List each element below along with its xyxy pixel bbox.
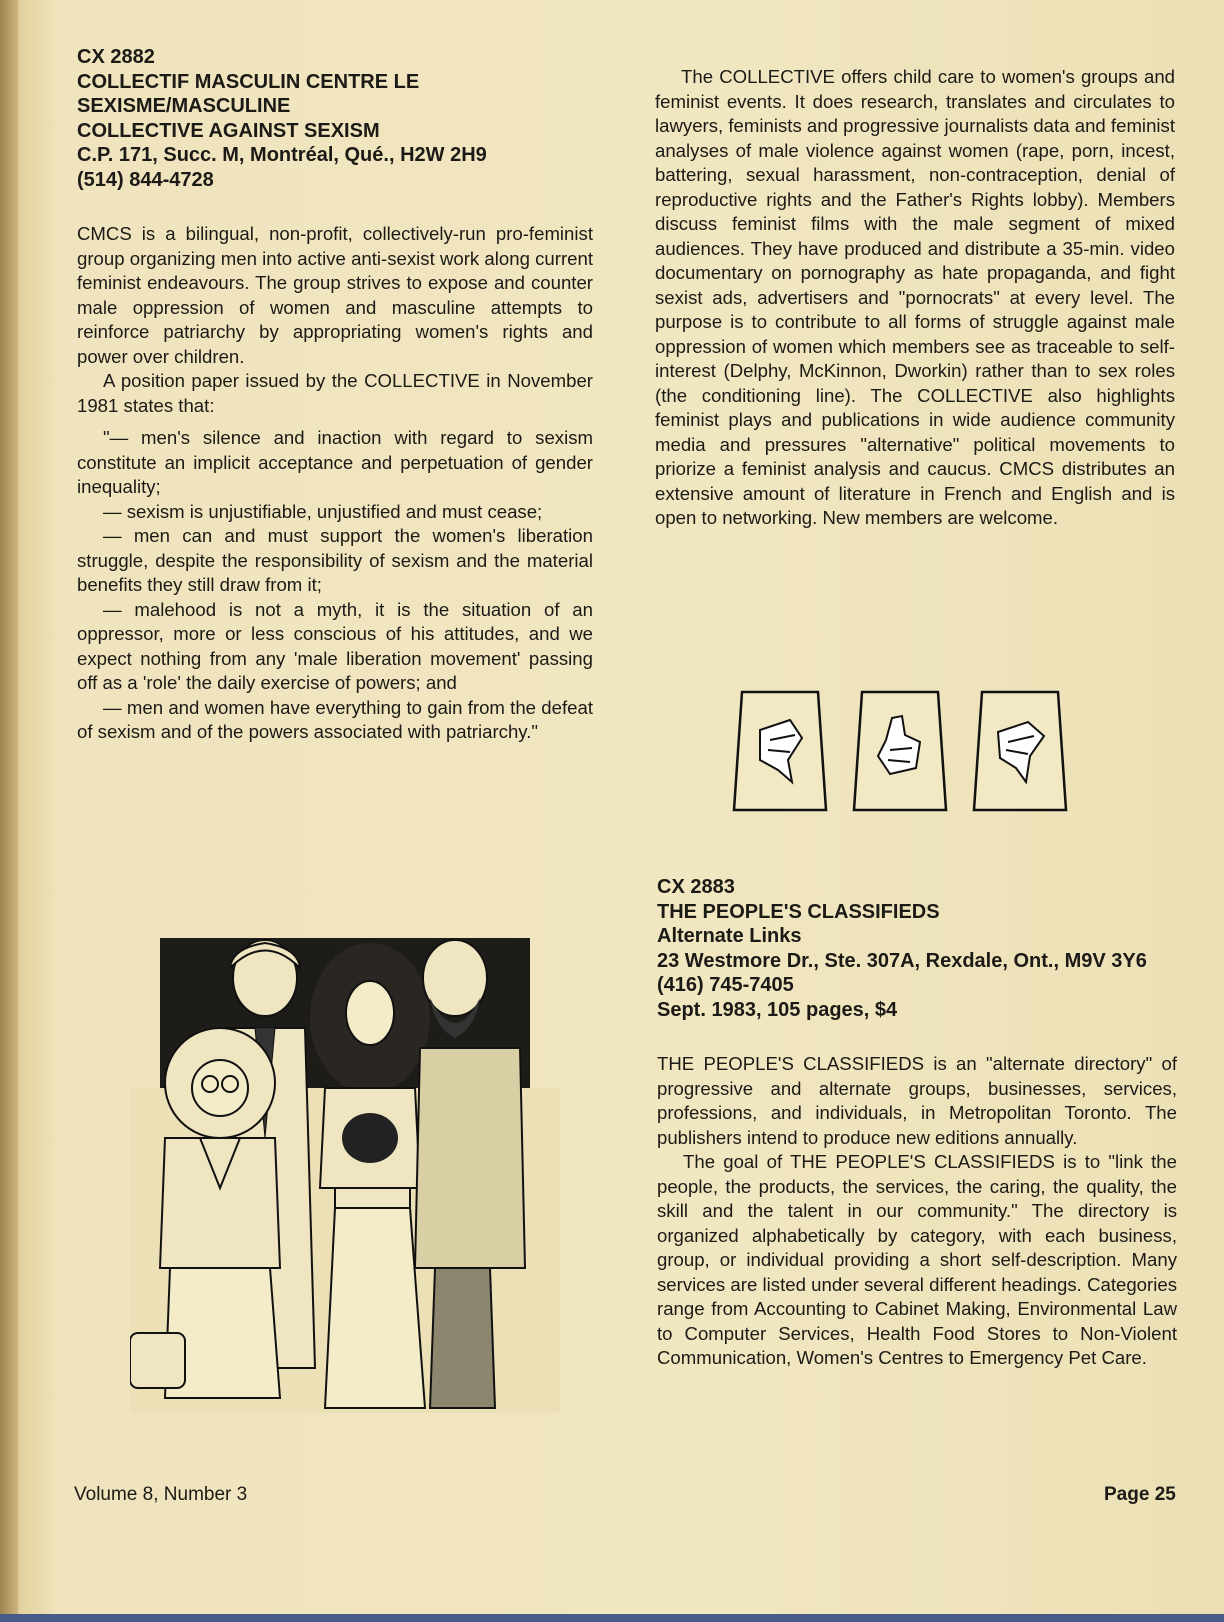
cx2883-entry [657,875,1177,1371]
position-paper-intro: A position paper issued by the COLLECTIVE in November 1981 states that: [77,370,593,416]
fist-symbol-icon [970,690,1070,812]
publication-details: Sept. 1983, 105 pages, $4 [657,998,898,1021]
org-name-fr-line1: COLLECTIF MASCULIN CENTRE LE [77,70,420,93]
collective-activities: The COLLECTIVE offers child care to women's groups and feminist events. It does research, translates and circulates to lawyers, feminists and progressive journalists data and feminist analyses of male violence against women (rape, porn, incest, battering, sexual harassment, non-contraception, denial of reproductive rights and the Father's Rights lobby). Members discuss feminist films with the male segment of mixed audiences. They have produced and distribute a 35-min. video documentary on pornography as hate propaganda, and fight sexist ads, advertisers and "pornocrats" at every level. The purpose is to contribute to all forms of struggle against male oppression of women which members see as traceable to self-interest (Delphy, McKinnon, Dworkin) rather than to sex roles (the conditioning line). The COLLECTIVE also highlights feminist plays and publications in wide audience community media and pressures "alternative" political movements to priorize a feminist analysis and caucus. CMCS distributes an extensive amount of literature in French and English and is open to networking. New members are welcome. [655,66,1175,528]
classifieds-description: THE PEOPLE'S CLASSIFIEDS is an "alternate directory" of progressive and alternate groups, businesses, services, professions, and individuals, in Metropolitan Toronto. The publishers intend to produce new editions annually. [657,1053,1177,1148]
org-phone: (514) 844-4728 [77,168,214,191]
publication-title: THE PEOPLE'S CLASSIFIEDS [657,900,940,923]
page-number: Page 25 [1104,1484,1176,1505]
classifieds-goal: The goal of THE PEOPLE'S CLASSIFIEDS is to "link the people, the products, the services, the caring, the quality, the skill and the talent in our community." The directory is organized alphabetically by category, with each business, group, or individual providing a short self-description. Many services are listed under several different headings. Categories range from Accounting to Cabinet Making, Environmental Law to Computer Services, Health Food Stores to Non-Violent Communication, Women's Centres to Emergency Pet Care. [657,1151,1177,1368]
right-column [655,65,1175,531]
org-address: C.P. 171, Succ. M, Montréal, Qué., H2W 2H9 [77,144,487,166]
publisher-phone: (416) 745-7405 [657,974,794,996]
bottom-edge [0,1614,1224,1622]
entry-number: CX 2882 [77,46,155,68]
quote-item: — men can and must support the women's liberation struggle, despite the responsibility of sexism and the material benefits they still draw from it; [77,525,593,595]
entry-number: CX 2883 [657,876,735,898]
fist-symbol-icon [850,690,950,812]
cx2883-heading [657,875,1177,1022]
symbol-panels [730,690,1075,815]
left-column [77,45,593,745]
quote-item: — men and women have everything to gain from the defeat of sexism and of the powers associated with patriarchy." [77,696,593,742]
quote-item: — sexism is unjustifiable, unjustified and must cease; [103,500,543,522]
cx2882-heading [77,45,593,192]
org-name-en: COLLECTIVE AGAINST SEXISM [77,119,380,142]
issue-number: Volume 8, Number 3 [74,1484,248,1505]
quote-item: — malehood is not a myth, it is the situation of an oppressor, more or less conscious of his attitudes, and we expect nothing from any 'male liberation movement' passing off as a 'role' the daily exercise of powers; and [77,598,593,693]
publisher: Alternate Links [657,925,802,947]
group-illustration [130,938,560,1413]
quote-item: "— men's silence and inaction with regard to sexism constitute an implicit acceptance and perpetuation of gender inequality; [77,427,593,497]
fist-symbol-icon [730,690,830,812]
publisher-address: 23 Westmore Dr., Ste. 307A, Rexdale, Ont., M9V 3Y6 [657,949,1147,972]
binding-spine [0,0,18,1622]
cmcs-description: CMCS is a bilingual, non-profit, collectively-run pro-feminist group organizing men into active anti-sexist work along current feminist endeavours. The group strives to expose and counter male oppression of women and masculine attempts to reinforce patriarchy by appropriating women's rights and power over children. [77,223,593,367]
org-name-fr-line2: SEXISME/MASCULINE [77,95,291,117]
